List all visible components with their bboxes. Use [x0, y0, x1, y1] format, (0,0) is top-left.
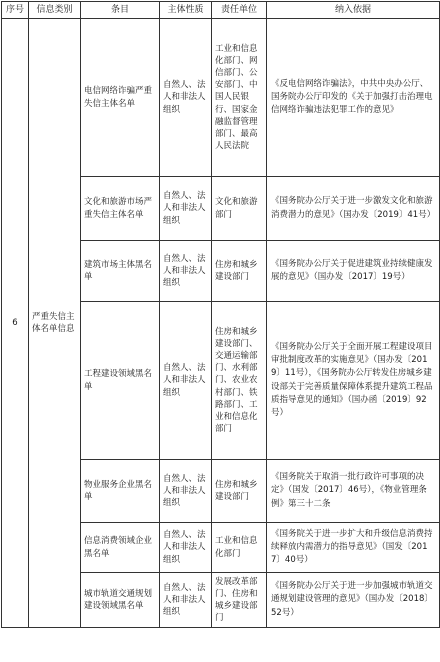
row-nature: 自然人、法人和非法人组织 — [160, 523, 212, 573]
row-item: 信息消费领域企业黑名单 — [81, 523, 160, 573]
row-nature: 自然人、法人和非法人组织 — [160, 460, 212, 523]
row-basis: 《国务院办公厅关于促进建筑业持续健康发展的意见》（国办发〔2017〕19号） — [267, 241, 440, 302]
row-nature: 自然人、法人和非法人组织 — [160, 573, 212, 628]
row-basis: 《国务院关于进一步扩大和升级信息消费持续释放内需潜力的指导意见》（国发〔2017〕40号） — [267, 523, 440, 573]
group-category: 严重失信主体名单信息 — [29, 19, 81, 628]
credit-list-table — [1, 1, 440, 628]
row-item: 工程建设领域黑名单 — [81, 302, 160, 460]
row-basis: 《国务院关于取消一批行政许可事项的决定》（国发〔2017〕46号），《物业管理条例》第三十二条 — [267, 460, 440, 523]
row-unit: 工业和信息化部门 — [212, 523, 267, 573]
row-unit: 住房和城乡建设部门、交通运输部门、水利部门、农业农村部门、铁路部门、工业和信息化部门 — [212, 302, 267, 460]
row-unit: 发展改革部门、住房和城乡建设部门 — [212, 573, 267, 628]
row-unit: 住房和城乡建设部门 — [212, 241, 267, 302]
header-unit: 责任单位 — [212, 2, 267, 19]
row-unit: 工业和信息化部门、网信部门、公安部门、中国人民银行、国家金融监督管理部门、最高人民法院 — [212, 19, 267, 177]
row-unit: 住房和城乡建设部门 — [212, 460, 267, 523]
header-no: 序号 — [2, 2, 29, 19]
header-nature: 主体性质 — [160, 2, 212, 19]
row-unit: 文化和旅游部门 — [212, 177, 267, 241]
row-basis: 《反电信网络诈骗法》，中共中央办公厅、国务院办公厅印发的《关于加强打击治理电信网络诈骗违法犯罪工作的意见》 — [267, 19, 440, 177]
row-basis: 《国务院办公厅关于进一步激发文化和旅游消费潜力的意见》（国办发〔2019〕41号） — [267, 177, 440, 241]
row-basis: 《国务院办公厅关于全面开展工程建设项目审批制度改革的实施意见》（国办发〔2019〕11号），《国务院办公厅转发住房城乡建设部关于完善质量保障体系提升建筑工程品质指导意见的通知》（国办函〔2019〕92号） — [267, 302, 440, 460]
row-nature: 自然人、法人和非法人组织 — [160, 241, 212, 302]
row-item: 电信网络诈骗严重失信主体名单 — [81, 19, 160, 177]
row-nature: 自然人、法人和非法人组织 — [160, 19, 212, 177]
row-item: 城市轨道交通规划建设领域黑名单 — [81, 573, 160, 628]
row-item: 建筑市场主体黑名单 — [81, 241, 160, 302]
table-row — [2, 19, 440, 177]
header-category: 信息类别 — [29, 2, 81, 19]
row-item: 文化和旅游市场严重失信主体名单 — [81, 177, 160, 241]
group-number: 6 — [2, 19, 29, 628]
table-header-row — [2, 2, 440, 19]
header-basis: 纳入依据 — [267, 2, 440, 19]
row-nature: 自然人、法人和非法人组织 — [160, 177, 212, 241]
header-item: 条目 — [81, 2, 160, 19]
row-basis: 《国务院办公厅关于进一步加强城市轨道交通规划建设管理的意见》（国办发〔2018〕52号） — [267, 573, 440, 628]
row-nature: 自然人、法人和非法人组织 — [160, 302, 212, 460]
row-item: 物业服务企业黑名单 — [81, 460, 160, 523]
